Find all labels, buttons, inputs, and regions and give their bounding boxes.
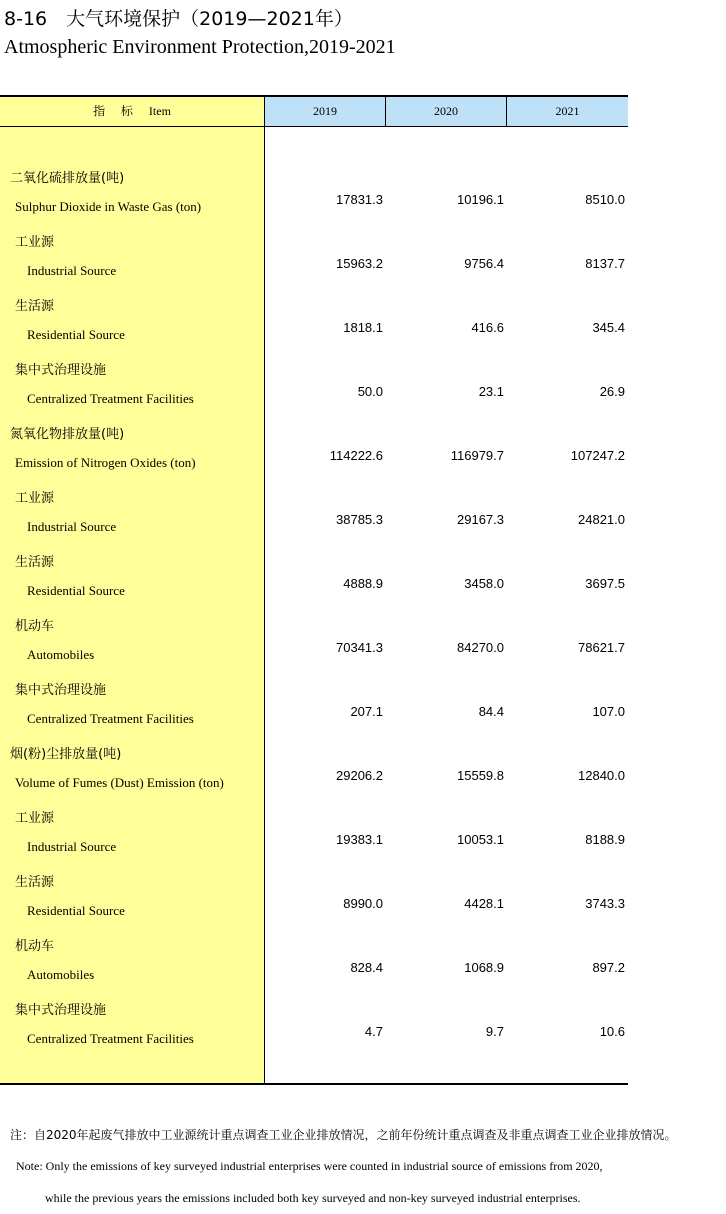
value-cell-2021: 12840.0 [578,768,625,783]
table-row [0,551,628,615]
value-cell-2019: 29206.2 [336,768,383,783]
value-cell-2021: 897.2 [592,960,625,975]
value-cell-2019: 4888.9 [343,576,383,591]
value-cell-2019: 828.4 [350,960,383,975]
data-table [0,95,628,1085]
value-cell-2020: 4428.1 [464,896,504,911]
footnote-en-line2: while the previous years the emissions included both key surveyed and non-key surveyed industrial enterprises. [45,1191,581,1205]
page-title-en: Atmospheric Environment Protection,2019-2021 [4,36,396,58]
header-year-2021: 2021 [555,104,580,118]
row-label-en: Sulphur Dioxide in Waste Gas (ton) [15,199,202,214]
table-row [0,679,628,743]
header-year-2020: 2020 [386,97,507,126]
value-cell-2021: 3743.3 [585,896,625,911]
table-row [0,807,628,871]
value-cell-2019: 4.7 [364,1024,383,1039]
header-item [0,97,265,126]
table-row [0,871,628,935]
table-row [0,167,628,231]
row-label-en: Residential Source [27,583,125,598]
row-label-en: Residential Source [27,903,125,918]
row-label-en: Emission of Nitrogen Oxides (ton) [15,455,196,470]
row-label-en: Automobiles [27,967,95,982]
row-label-cn: 工业源 [15,811,55,826]
row-label-cn: 生活源 [15,299,55,314]
table-row [0,231,628,295]
footnote-cn: 注：自2020年起废气排放中工业源统计重点调查工业企业排放情况，之前年份统计重点调查及非重点调查工业企业排放情况。 [10,1128,677,1142]
value-cell-2021: 107.0 [592,704,625,719]
row-label-en: Industrial Source [27,263,117,278]
row-label-cn: 集中式治理设施 [15,683,107,698]
value-cell-2021: 78621.7 [578,640,625,655]
header-item-en: Item [148,104,171,118]
footnote-en-line1: Note: Only the emissions of key surveyed industrial enterprises were counted in industrial source of emissions from 2020, [16,1159,603,1173]
value-cell-2020: 416.6 [471,320,504,335]
value-cell-2019: 8990.0 [343,896,383,911]
row-label-en: Industrial Source [27,839,117,854]
row-label-cn: 机动车 [15,939,55,954]
row-label-cn: 工业源 [15,235,55,250]
row-label-en: Volume of Fumes (Dust) Emission (ton) [15,775,224,790]
row-label-cn: 生活源 [15,555,55,570]
value-cell-2020: 116979.7 [450,448,504,463]
row-label-cn: 氮氧化物排放量(吨) [10,427,125,442]
value-cell-2019: 19383.1 [336,832,383,847]
row-label-cn: 烟(粉)尘排放量(吨) [10,747,122,762]
value-cell-2019: 207.1 [350,704,383,719]
row-label-cn: 工业源 [15,491,55,506]
value-cell-2020: 9.7 [485,1024,504,1039]
row-label-en: Residential Source [27,327,125,342]
table-header [0,97,628,127]
table-row [0,999,628,1063]
value-cell-2021: 345.4 [592,320,625,335]
value-cell-2019: 50.0 [357,384,383,399]
header-item-cn: 指 标 [93,104,139,118]
row-label-cn: 二氧化硫排放量(吨) [10,171,125,186]
row-label-en: Centralized Treatment Facilities [27,391,194,406]
table-row [0,743,628,807]
row-label-cn: 集中式治理设施 [15,363,107,378]
value-cell-2021: 8137.7 [585,256,625,271]
value-cell-2021: 3697.5 [585,576,625,591]
value-cell-2021: 8510.0 [585,192,625,207]
row-label-cn: 生活源 [15,875,55,890]
value-cell-2019: 1818.1 [343,320,383,335]
value-cell-2020: 10196.1 [457,192,504,207]
row-label-en: Automobiles [27,647,95,662]
value-cell-2019: 17831.3 [336,192,383,207]
value-cell-2021: 10.6 [599,1024,625,1039]
row-label-cn: 集中式治理设施 [15,1003,107,1018]
header-year-2019: 2019 [265,97,386,126]
value-cell-2020: 29167.3 [457,512,504,527]
table-row [0,487,628,551]
table-row [0,295,628,359]
table-row [0,423,628,487]
value-cell-2020: 3458.0 [464,576,504,591]
page-title-cn: 8-16 大气环境保护（2019—2021年） [4,8,353,30]
row-label-en: Centralized Treatment Facilities [27,1031,194,1046]
value-cell-2021: 26.9 [599,384,625,399]
table-row [0,359,628,423]
value-cell-2020: 10053.1 [457,832,504,847]
row-label-cn: 机动车 [15,619,55,634]
table-row [0,935,628,999]
value-cell-2019: 70341.3 [336,640,383,655]
table-row [0,615,628,679]
value-cell-2021: 8188.9 [585,832,625,847]
value-cell-2020: 1068.9 [464,960,504,975]
value-cell-2019: 114222.6 [329,448,383,463]
row-label-en: Centralized Treatment Facilities [27,711,194,726]
value-cell-2020: 84.4 [478,704,504,719]
value-cell-2020: 23.1 [478,384,504,399]
value-cell-2020: 15559.8 [457,768,504,783]
value-cell-2019: 15963.2 [336,256,383,271]
value-cell-2020: 9756.4 [464,256,504,271]
value-cell-2020: 84270.0 [457,640,504,655]
value-cell-2021: 107247.2 [570,448,625,463]
value-cell-2021: 24821.0 [578,512,625,527]
row-label-en: Industrial Source [27,519,117,534]
value-cell-2019: 38785.3 [336,512,383,527]
